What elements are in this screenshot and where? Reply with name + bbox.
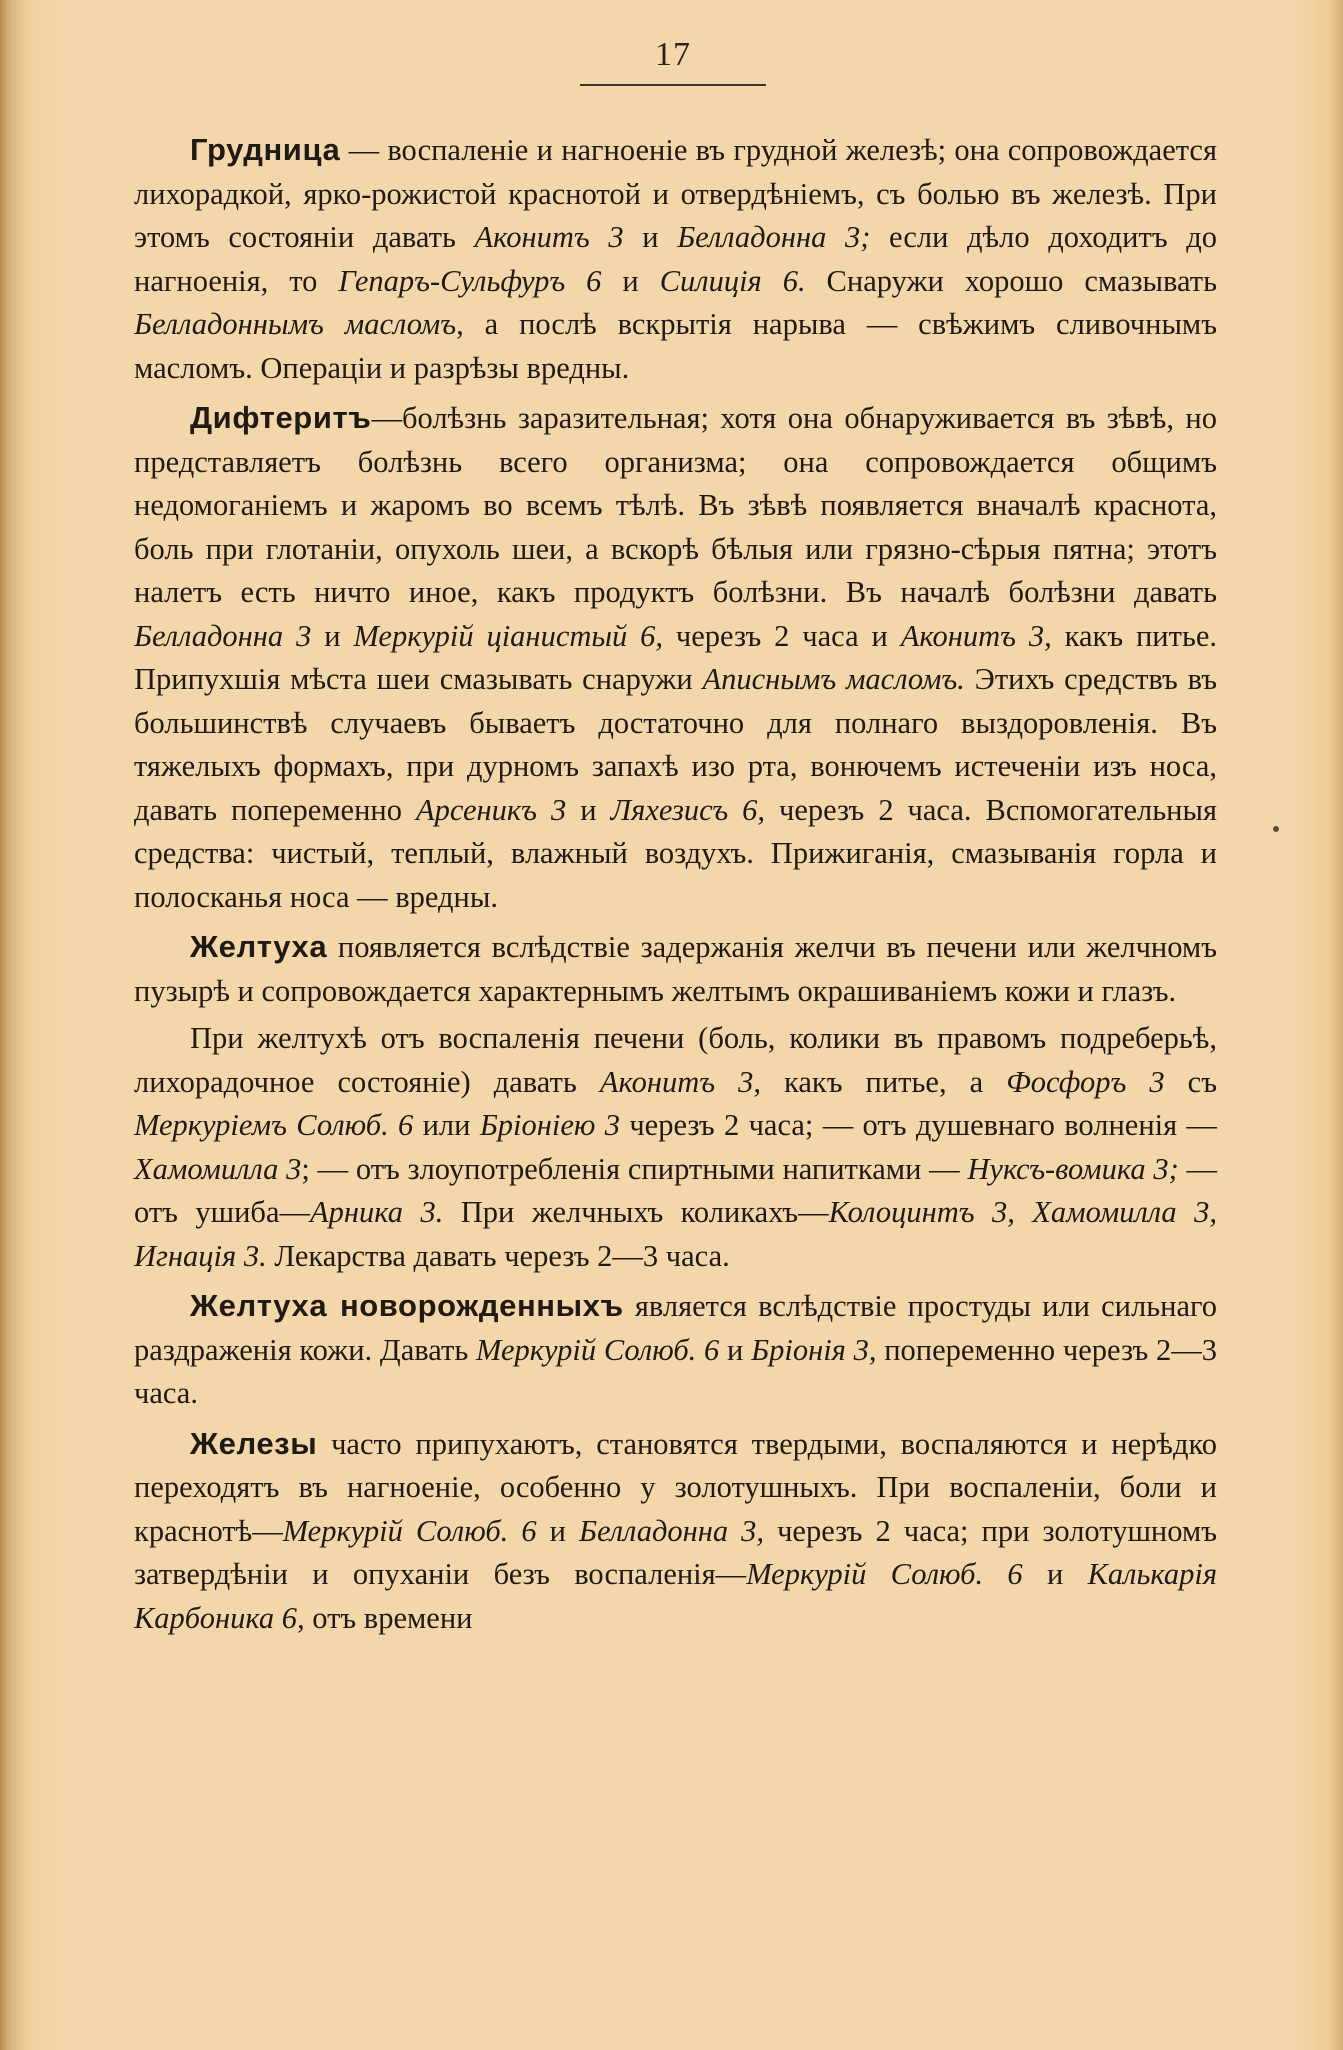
page-header xyxy=(580,38,766,86)
remedy-name: Белладоннымъ масломъ, xyxy=(134,307,464,341)
remedy-name: Силиція 6. xyxy=(659,263,806,298)
entry-text: и xyxy=(623,220,678,254)
entry-text: и xyxy=(311,618,354,653)
remedy-name: Аписнымъ масломъ. xyxy=(702,662,965,696)
remedy-name: Меркурій ціанистый 6, xyxy=(353,618,664,653)
entry-grudnitsa xyxy=(134,128,1217,390)
entry-zheltukha xyxy=(134,925,1217,1013)
remedy-name: Колоцинтъ 3, Хамомилла 3, Игнація 3. xyxy=(134,1195,1217,1273)
entry-text: черезъ 2 часа; — отъ душевнаго волненія — xyxy=(620,1108,1217,1142)
entry-text: а послѣ вскрытія нарыва — свѣжимъ сливочнымъ масломъ. Операціи и разрѣзы вредны. xyxy=(134,307,1218,385)
entry-text: является вслѣдствіе простуды или сильнаго раздраженія кожи. Давать xyxy=(134,1289,1217,1367)
page-number: 17 xyxy=(655,36,691,73)
entry-text: если дѣло доходитъ до нагноенія, то xyxy=(134,220,1217,298)
entry-text: попеременно черезъ 2—3 часа. xyxy=(134,1332,1218,1410)
remedy-name: Калькарія Карбоника 6, xyxy=(134,1557,1217,1635)
entry-text: черезъ 2 часа; при золотушномъ затвердѣніи и опуханіи безъ воспаленія— xyxy=(134,1513,1217,1591)
entry-text: и xyxy=(601,263,660,298)
remedy-name: Аконитъ 3 xyxy=(474,220,624,254)
margin-mark xyxy=(1273,826,1279,832)
entry-zhelezy xyxy=(134,1422,1217,1641)
entry-text: какъ питье. Припухшія мѣста шеи смазывать снаружи xyxy=(134,618,1218,696)
remedy-name: Аконитъ 3, xyxy=(599,1064,761,1099)
entry-zheltukha-treatment xyxy=(134,1017,1217,1278)
entry-text: появляется вслѣдствіе задержанія желчи въ печени или желчномъ пузырѣ и сопровождается характернымъ желтымъ окрашиваніемъ кожи и глазъ. xyxy=(134,930,1217,1008)
entry-text: Лекарства давать черезъ 2—3 часа. xyxy=(266,1238,730,1273)
entry-term: Желтуха новорожденныхъ xyxy=(190,1288,624,1323)
entry-text: или xyxy=(413,1108,480,1142)
entry-text: съ xyxy=(1164,1064,1217,1099)
entry-text: черезъ 2 часа и xyxy=(663,618,901,653)
remedy-name: Хамомилла 3 xyxy=(134,1151,302,1186)
remedy-name: Ляхезисъ 6, xyxy=(610,792,766,827)
entry-text: отъ времени xyxy=(304,1600,473,1635)
entry-term: Грудница xyxy=(190,132,341,167)
entry-text: — отъ ушиба— xyxy=(134,1151,1217,1229)
remedy-name: Меркуріемъ Солюб. 6 xyxy=(134,1108,414,1142)
remedy-name: Бріоніею 3 xyxy=(479,1108,621,1142)
entry-text: ; — отъ злоупотребленія спиртными напитками — xyxy=(301,1151,968,1186)
page-body xyxy=(134,128,1217,1646)
entry-difterit xyxy=(134,396,1217,919)
remedy-name: Белладонна 3; xyxy=(677,220,871,254)
entry-text: часто припухаютъ, становятся твердыми, воспаляются и нерѣдко переходятъ въ нагноеніе, особенно у золотушныхъ. При воспаленіи, боли и краснотѣ— xyxy=(134,1426,1217,1548)
remedy-name: Меркурій Солюб. 6 xyxy=(475,1332,720,1367)
remedy-name: Нуксъ-вомика 3; xyxy=(967,1151,1179,1186)
remedy-name: Арника 3. xyxy=(310,1195,444,1229)
remedy-name: Меркурій Солюб. 6 xyxy=(282,1513,537,1548)
remedy-name: Аконитъ 3, xyxy=(900,618,1052,653)
remedy-name: Белладонна 3, xyxy=(578,1513,765,1548)
remedy-name: Бріонія 3, xyxy=(751,1332,877,1367)
remedy-name: Фосфоръ 3 xyxy=(1006,1064,1165,1099)
entry-zheltukha-novorozhdennykh xyxy=(134,1284,1217,1416)
entry-term: Железы xyxy=(190,1425,318,1461)
entry-text: какъ питье, а xyxy=(760,1064,1007,1099)
remedy-name: Гепаръ-Сульфуръ 6 xyxy=(338,263,602,298)
entry-text: и xyxy=(536,1513,579,1548)
entry-text: — воспаленіе и нагноеніе въ грудной железѣ; она сопровождается лихорадкой, ярко-рожистой краснотой и отвердѣніемъ, съ болью въ железѣ. При этомъ состояніи давать xyxy=(134,133,1217,254)
entry-text: Этихъ средствъ въ большинствѣ случаевъ бываетъ достаточно для полнаго выздоровленія. Въ тяжелыхъ формахъ, при дурномъ запахѣ изо рта, вонючемъ истеченіи изъ носа, давать попеременно xyxy=(134,662,1218,827)
entry-term: Желтуха xyxy=(190,929,328,964)
entry-text: и xyxy=(719,1332,752,1367)
entry-text: При желчныхъ коликахъ— xyxy=(443,1195,829,1229)
remedy-name: Арсеникъ 3 xyxy=(415,792,567,827)
entry-text: черезъ 2 часа. Вспомогательныя средства: чистый, теплый, влажный воздухъ. Прижиганія, смазыванія горла и полосканья носа — вредны. xyxy=(134,792,1217,914)
entry-text: Снаружи хорошо смазывать xyxy=(805,263,1218,298)
entry-text: При желтухѣ отъ воспаленія печени (боль, колики въ правомъ подреберьѣ, лихорадочное состояніе) давать xyxy=(134,1021,1217,1099)
header-rule xyxy=(580,84,766,86)
entry-text: и xyxy=(1022,1557,1088,1591)
entry-text: —болѣзнь заразительная; хотя она обнаруживается въ зѣвѣ, но представляетъ болѣзнь всего организма; она сопровождается общимъ недомоганіемъ и жаромъ во всемъ тѣлѣ. Въ зѣвѣ появляется вначалѣ краснота, боль при глотаніи, опухоль шеи, а вскорѣ бѣлыя или грязно-сѣрыя пятна; этотъ налетъ есть ничто иное, какъ продуктъ болѣзни. Въ началѣ болѣзни давать xyxy=(134,401,1217,609)
entry-term: Дифтеритъ xyxy=(190,400,372,435)
entry-text: и xyxy=(566,792,611,827)
remedy-name: Белладонна 3 xyxy=(134,618,312,653)
remedy-name: Меркурій Солюб. 6 xyxy=(746,1557,1023,1591)
